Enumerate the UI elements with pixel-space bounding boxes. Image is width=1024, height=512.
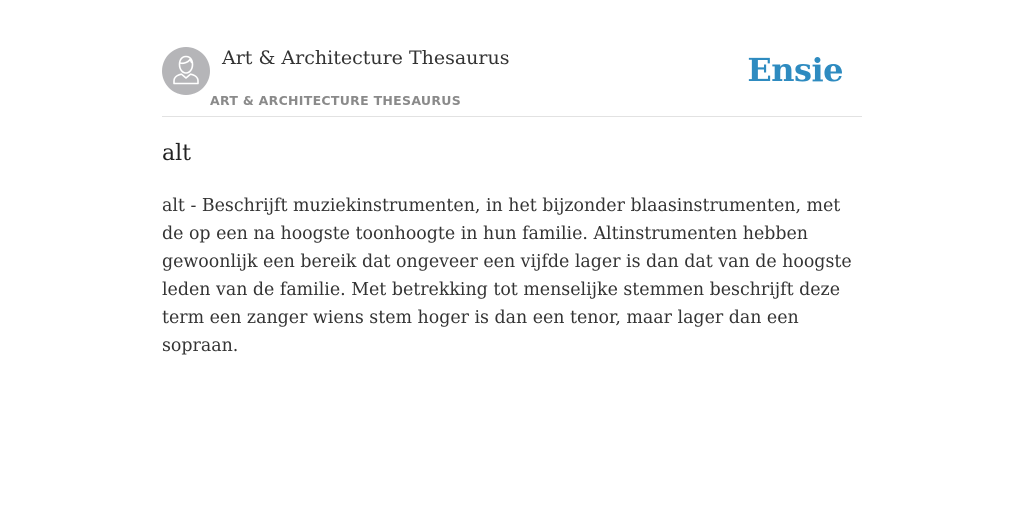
entry-definition: alt - Beschrijft muziekinstrumenten, in het bijzonder blaasinstrumenten, met de op een na hoogste toonhoogte in hun familie. Altinstrumenten hebben gewoonlijk een bereik dat ongeveer een vijfde lager is dan dat van de hoogste leden van de familie. Met betrekking tot menselijke stemmen beschrijft deze term een zanger wiens stem hoger is dan een tenor, maar lager dan een sopraan. <box>162 196 852 356</box>
avatar[interactable] <box>162 47 210 95</box>
source-title[interactable]: Art & Architecture Thesaurus <box>222 47 510 69</box>
entry-term: alt <box>162 141 191 166</box>
source-subtitle[interactable]: ART & ARCHITECTURE THESAURUS <box>210 93 462 108</box>
source-header <box>162 46 862 117</box>
brand-logo[interactable]: Ensie <box>747 51 843 89</box>
user-outline-icon <box>162 47 210 95</box>
